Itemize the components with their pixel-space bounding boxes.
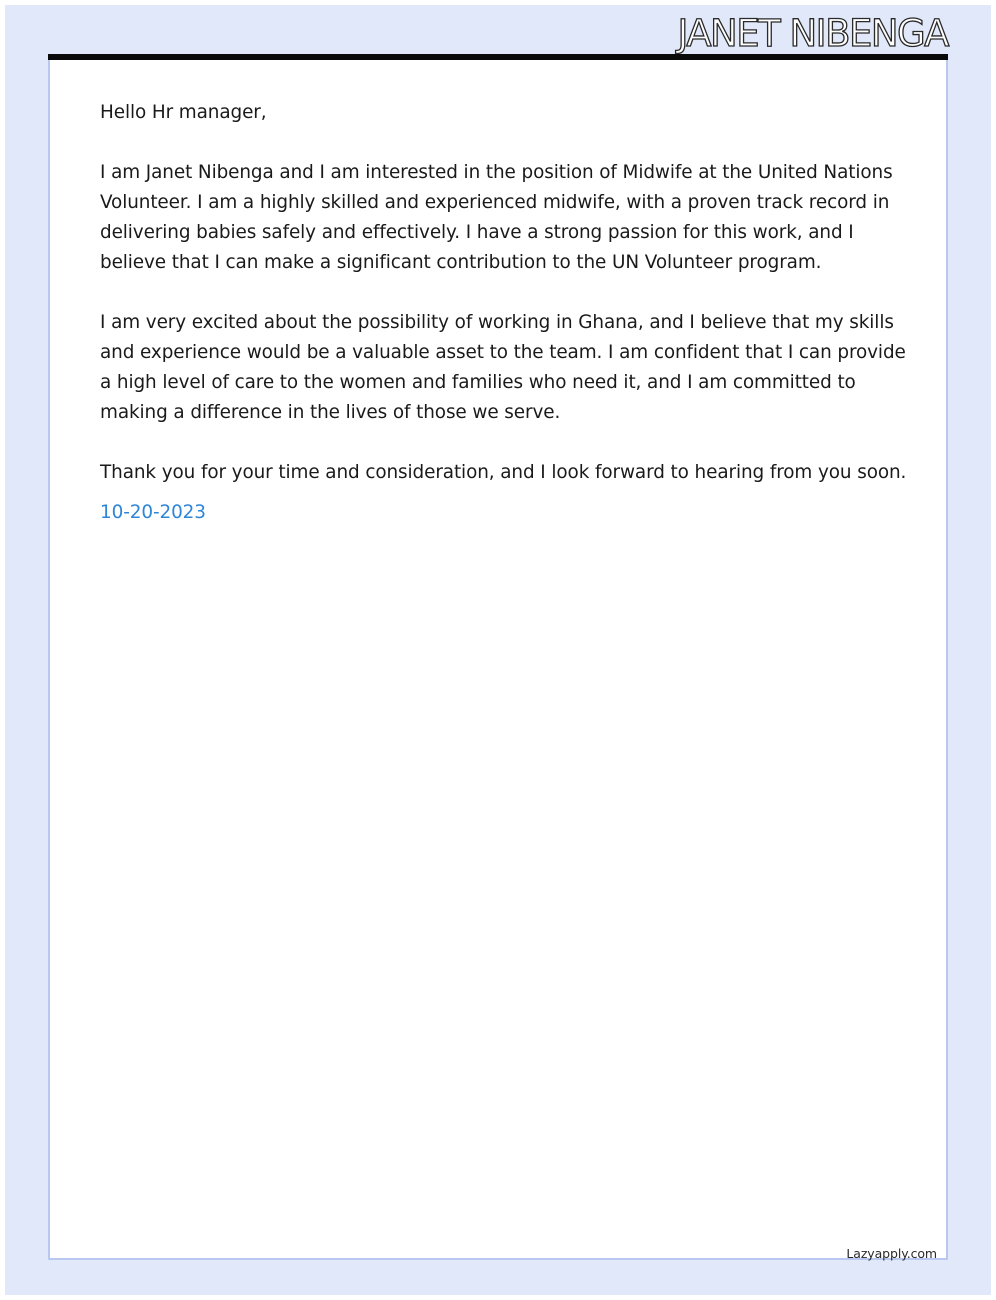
letter-paragraph: I am Janet Nibenga and I am interested in the position of Midwife at the United Nations Volunteer. I am a highly skilled and experienced midwife, with a proven track record in delivering babies safely and effectively. I have a strong passion for this work, and I believe that I can make a significant contribution to the UN Volunteer program. [100,162,893,273]
letter-greeting: Hello Hr manager, [100,102,267,123]
footer-brand: Lazyapply.com [846,1246,937,1261]
letter-paragraph: I am very excited about the possibility of working in Ghana, and I believe that my skills and experience would be a valuable asset to the team. I am confident that I can provide a high level of care to the women and families who need it, and I am committed to making a difference in the lives of those we serve. [100,312,906,423]
letter-closing: Thank you for your time and consideration, and I look forward to hearing from you soon. [100,462,907,483]
applicant-name: JANET NIBENGA [677,12,948,55]
letter-date: 10-20-2023 [100,502,206,523]
letter-body [100,98,910,558]
